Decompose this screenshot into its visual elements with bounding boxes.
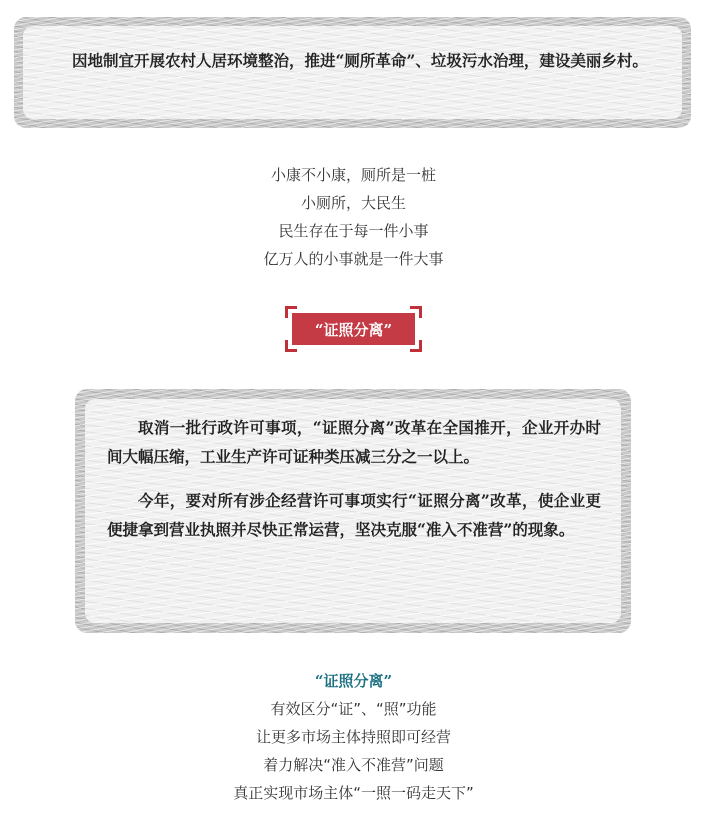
middle-card-paragraph: 今年，要对所有涉企经营许可事项实行“证照分离”改革，使企业更便捷拿到营业执照并尽快正常运营，坚决克服“准入不准营”的现象。 (107, 491, 601, 539)
license-summary-title: “证照分离” (314, 672, 393, 690)
license-summary (0, 667, 707, 807)
top-card (23, 26, 682, 119)
section-tag (285, 306, 422, 352)
slogan-line: 小厕所，大民生 (300, 194, 406, 212)
summary-line: 让更多市场主体持照即可经营 (255, 728, 451, 746)
summary-line: 着力解决“准入不准营”问题 (263, 756, 444, 774)
summary-line: 真正实现市场主体“一照一码走天下” (233, 784, 474, 802)
slogan-line: 民生存在于每一件小事 (278, 222, 429, 240)
middle-card-paragraph: 取消一批行政许可事项，“证照分离”改革在全国推开，企业开办时间大幅压缩，工业生产许可证种类压减三分之一以上。 (107, 418, 601, 466)
top-card-frame (14, 17, 691, 128)
top-card-text: 因地制宜开展农村人居环境整治，推进“厕所革命”、垃圾污水治理，建设美丽乡村。 (72, 51, 648, 70)
slogan-line: 小康不小康，厕所是一桩 (270, 166, 436, 184)
middle-card-frame (75, 389, 631, 633)
middle-card (85, 399, 621, 623)
toilet-slogans (0, 161, 707, 273)
slogan-line: 亿万人的小事就是一件大事 (263, 250, 444, 268)
summary-line: 有效区分“证”、“照”功能 (270, 700, 437, 718)
section-tag-label: “证照分离” (292, 313, 415, 345)
